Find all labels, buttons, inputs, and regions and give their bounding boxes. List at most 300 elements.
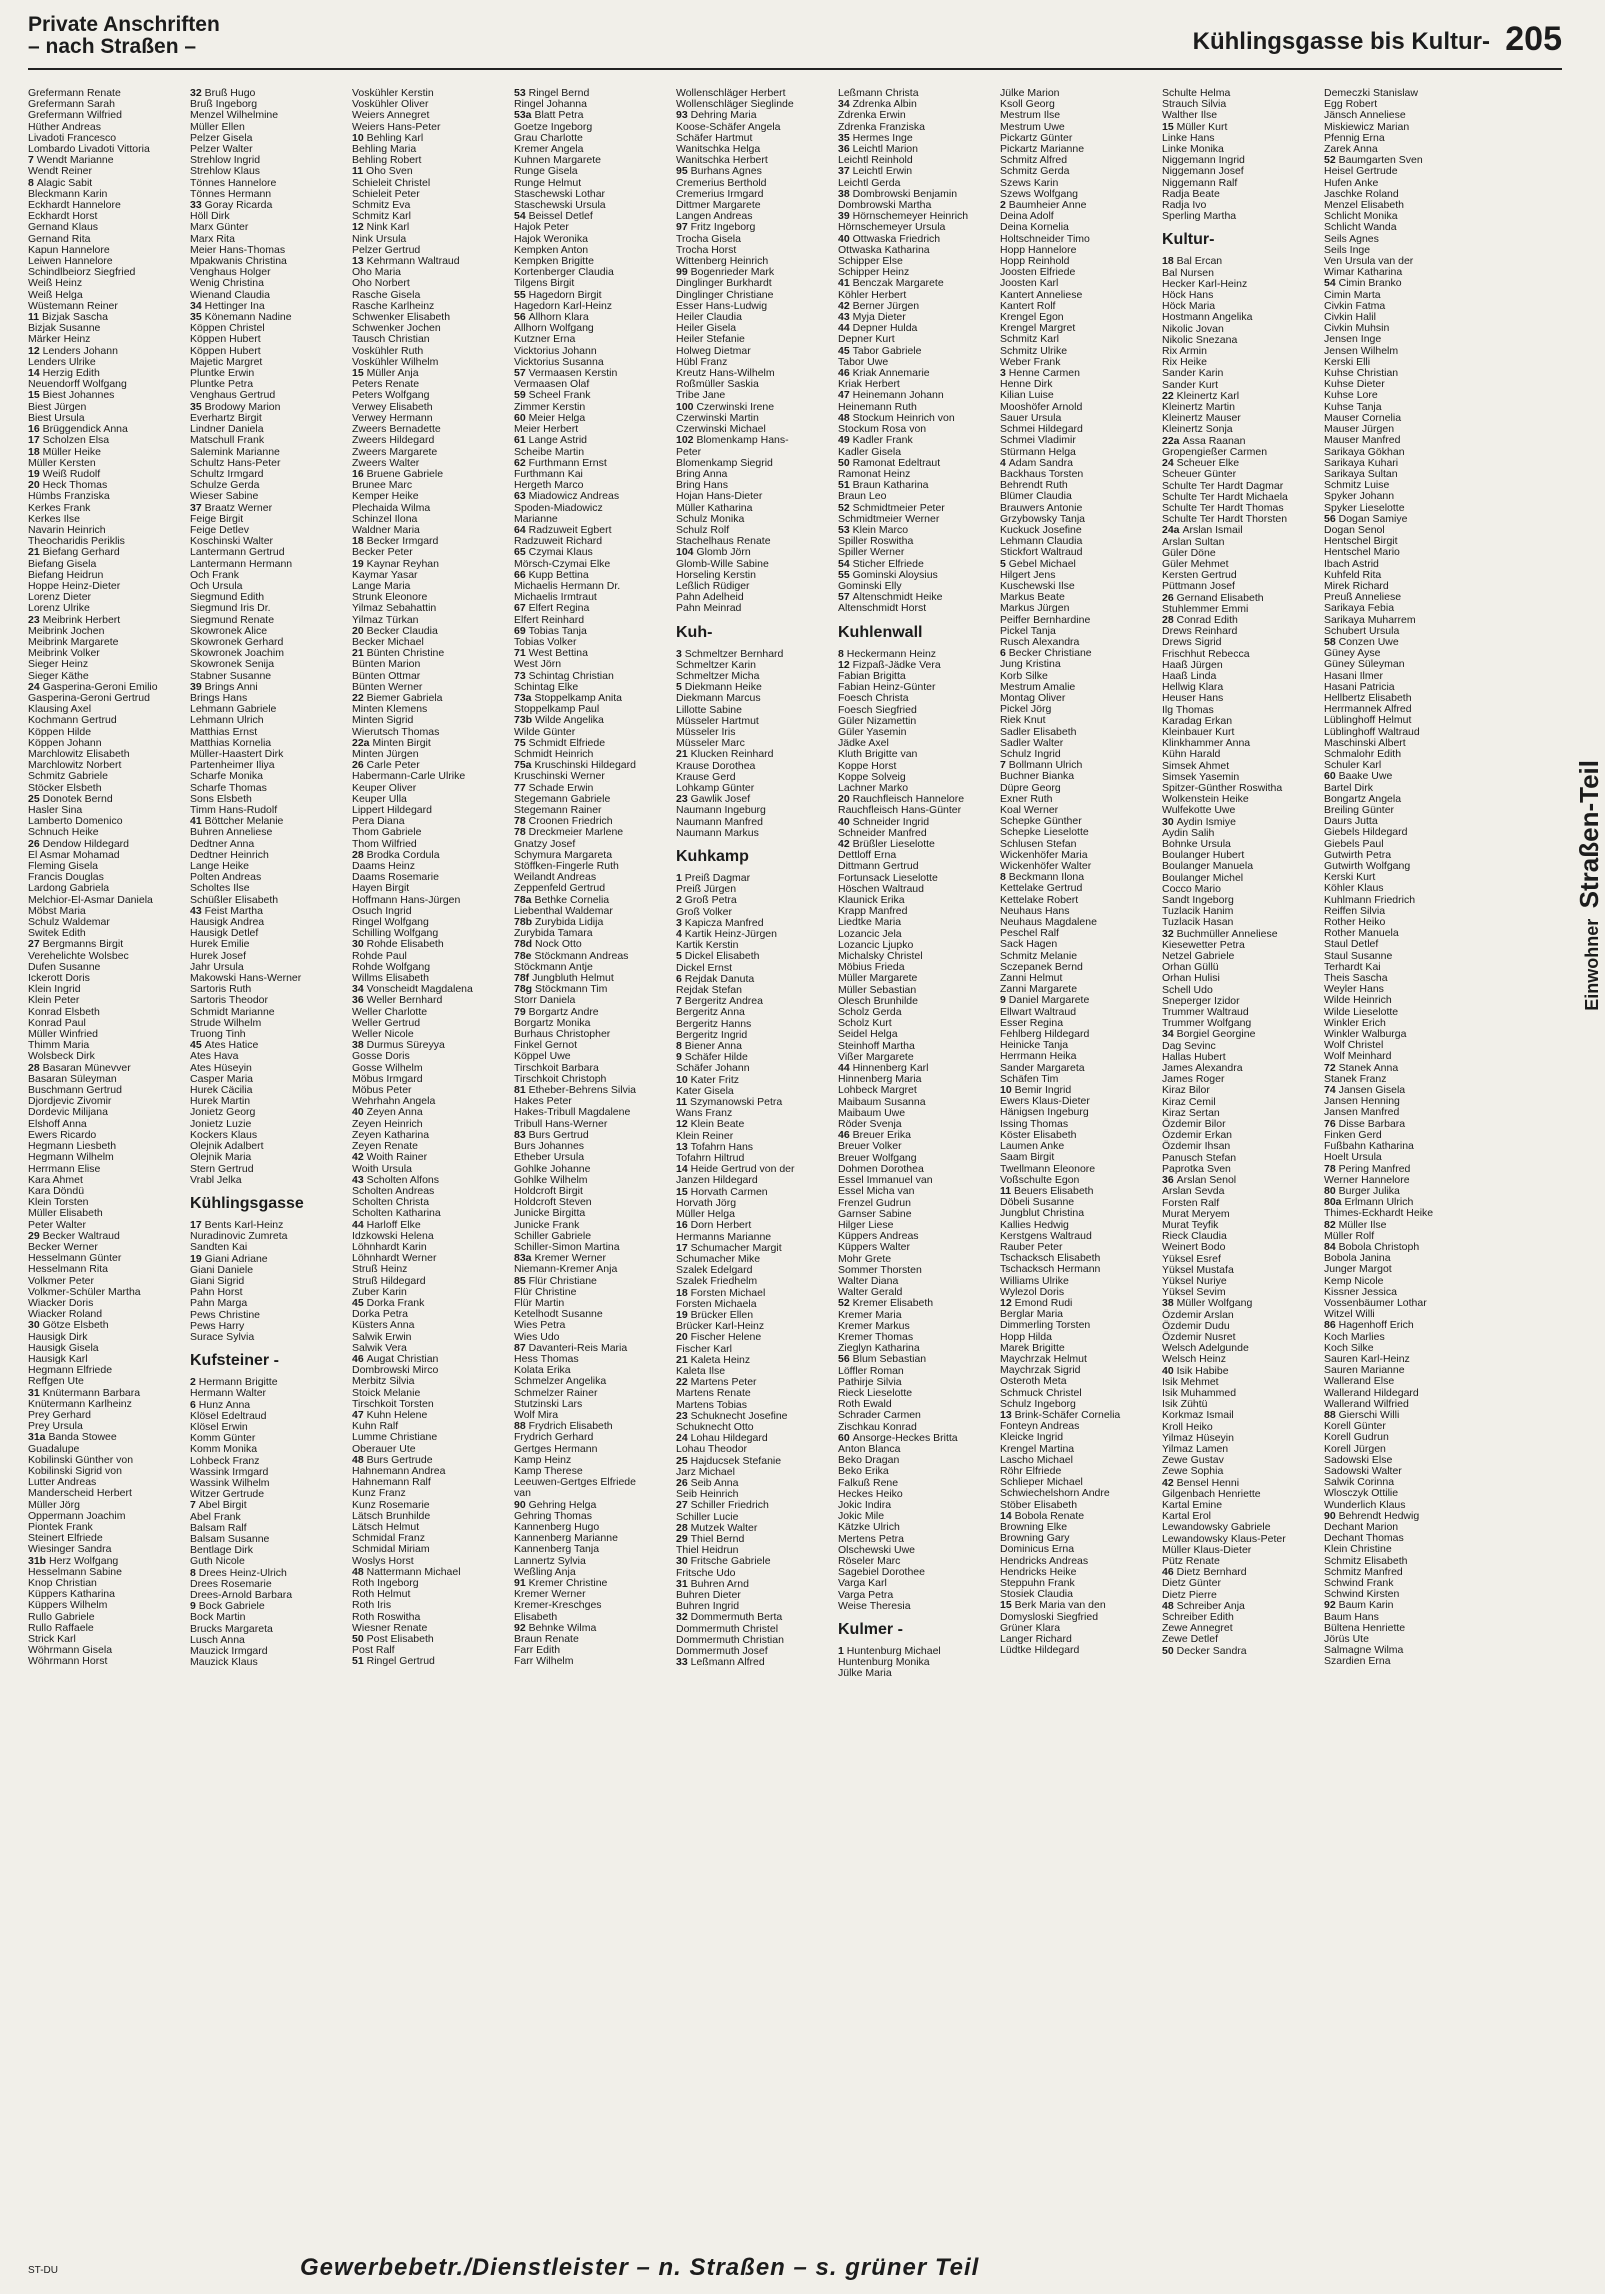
resident-name: Güney Ayse: [1324, 647, 1381, 660]
resident-name: Becker Werner: [28, 1240, 98, 1253]
resident-name: Essel Micha van: [838, 1185, 915, 1198]
resident-name: Leichtl Reinhold: [838, 154, 913, 167]
resident-name: Pütz Renate: [1162, 1555, 1220, 1567]
house-number: 81: [514, 1084, 529, 1097]
house-number: 48: [838, 411, 853, 424]
resident-name: Egg Robert: [1324, 98, 1378, 111]
resident-name: Makowski Hans-Werner: [190, 972, 302, 985]
resident-name: Arslan Sevda: [1162, 1185, 1225, 1198]
resident-name: Verwey Hermann: [352, 411, 433, 424]
resident-name: Plechaida Wilma: [352, 501, 431, 514]
resident-name: Steinert Elfriede: [28, 1532, 103, 1545]
resident-name: Mirek Richard: [1324, 579, 1389, 592]
resident-name: Biefang Gisela: [28, 557, 97, 570]
resident-name: Jensen Inge: [1324, 333, 1382, 346]
house-number: 7: [676, 995, 685, 1008]
resident-name: Kara Döndü: [28, 1184, 85, 1197]
resident-name: Schulz Monika: [676, 512, 745, 525]
resident-name: Sauren Karl-Heinz: [1324, 1352, 1410, 1365]
resident-name: Brüggendick Anna: [42, 423, 128, 436]
resident-name: Karadag Erkan: [1162, 714, 1233, 727]
resident-name: Bizjak Susanne: [28, 322, 101, 335]
resident-name: Welsch Adelgunde: [1162, 1342, 1249, 1355]
resident-name: Krengel Margret: [1000, 322, 1076, 335]
resident-name: Sons Elsbeth: [190, 792, 252, 805]
resident-name: Carle Peter: [366, 759, 420, 772]
resident-name: Hasler Sina: [28, 804, 83, 816]
resident-name: Hakes-Tribull Magdalene: [514, 1106, 631, 1119]
house-number: 3: [676, 647, 685, 660]
resident-name: Deina Kornelia: [1000, 221, 1069, 234]
resident-name: Leichtl Marion: [852, 143, 918, 156]
resident-name: Woith Rainer: [366, 1151, 428, 1164]
resident-name: Stern Gertrud: [190, 1162, 254, 1175]
resident-name: Tschacksch Hermann: [1000, 1263, 1101, 1276]
resident-name: Lohbeck Franz: [190, 1454, 260, 1467]
house-number: 29: [676, 1532, 691, 1545]
resident-name: Pickel Tanja: [1000, 624, 1056, 637]
resident-name: Weller Charlotte: [352, 1005, 428, 1018]
resident-name: Hegmann Liesbeth: [28, 1140, 117, 1153]
house-number: 7: [1000, 759, 1009, 772]
resident-entry: [514, 1656, 670, 1667]
resident-name: Yüksel Mustafa: [1162, 1263, 1234, 1276]
house-number: 30: [28, 1319, 43, 1332]
resident-name: Götze Elsbeth: [42, 1319, 109, 1332]
house-number: 34: [190, 299, 205, 312]
resident-name: Kaleta Heinz: [690, 1353, 751, 1366]
resident-name: Bleckmann Karin: [28, 187, 108, 200]
resident-name: Fabian Brigitta: [838, 669, 906, 682]
house-number: 10: [1000, 1084, 1015, 1097]
house-number: 45: [190, 1039, 205, 1052]
resident-name: Mörsch-Czymai Elke: [514, 557, 611, 570]
resident-name: Brücker Ellen: [690, 1308, 754, 1321]
resident-name: Salwik Corinna: [1324, 1476, 1395, 1489]
house-number: 22a: [1162, 434, 1183, 447]
house-number: 21: [676, 1353, 691, 1366]
resident-name: Lardong Gabriela: [28, 882, 110, 895]
resident-name: Ottwaska Friedrich: [852, 232, 941, 245]
resident-name: Michaelis Irmtraut: [514, 591, 597, 604]
resident-name: Dietz Bernhard: [1176, 1566, 1247, 1579]
resident-name: Glomb-Wille Sabine: [676, 557, 769, 570]
resident-name: Volkmer Peter: [28, 1274, 94, 1287]
resident-name: Voßschulte Egon: [1000, 1173, 1080, 1186]
house-number: 12: [838, 658, 853, 671]
resident-name: Yilmaz Sebahattin: [352, 602, 437, 615]
resident-name: Müsseler Iris: [676, 725, 736, 738]
resident-name: Schmitz Luise: [1324, 479, 1390, 492]
resident-name: Rauchfleisch Hans-Günter: [838, 804, 962, 817]
resident-name: Sartoris Ruth: [190, 983, 252, 996]
resident-name: Pickel Jörg: [1000, 703, 1052, 716]
resident-name: Lüdtke Hildegard: [1000, 1644, 1080, 1657]
house-number: 52: [838, 1297, 853, 1310]
resident-name: Wiesinger Sandra: [28, 1543, 112, 1556]
resident-name: Bobola Christoph: [1338, 1240, 1420, 1253]
house-number: 37: [838, 165, 853, 178]
house-number: 78: [514, 826, 529, 839]
resident-name: Marx Rita: [190, 232, 235, 245]
resident-name: Becker Irmgard: [366, 535, 439, 548]
house-number: 6: [676, 972, 685, 985]
resident-name: Sczepanek Bernd: [1000, 960, 1083, 973]
house-number: 56: [514, 311, 529, 324]
resident-name: Dorn Herbert: [690, 1219, 752, 1232]
resident-name: Daams Heinz: [352, 860, 416, 873]
resident-name: Simsek Ahmet: [1162, 759, 1230, 772]
resident-name: Kunz Franz: [352, 1487, 406, 1500]
resident-name: Niggemann Josef: [1162, 165, 1244, 178]
resident-name: Browning Elke: [1000, 1521, 1068, 1533]
resident-name: Gropengießer Carmen: [1162, 445, 1268, 458]
resident-name: Isik Habibe: [1176, 1364, 1229, 1377]
resident-name: Hermann Walter: [190, 1387, 267, 1400]
resident-name: Arslan Ismail: [1182, 524, 1243, 537]
resident-name: Hümbs Franziska: [28, 490, 110, 503]
resident-name: Tobias Tanja: [528, 624, 587, 637]
resident-name: Etheber-Behrens Silvia: [528, 1084, 636, 1097]
resident-name: Scholtes Ilse: [190, 882, 250, 895]
resident-name: Seils Inge: [1324, 243, 1371, 256]
house-number: 73: [514, 669, 529, 682]
resident-name: Prey Gerhard: [28, 1408, 92, 1421]
resident-name: Abel Frank: [190, 1510, 241, 1523]
resident-name: Kater Fritz: [690, 1073, 740, 1086]
resident-name: Vossenbäumer Lothar: [1324, 1296, 1427, 1309]
house-number: 57: [514, 367, 529, 380]
resident-name: Brodka Cordula: [366, 848, 440, 861]
resident-name: Minten Jürgen: [352, 747, 419, 760]
resident-name: Heisel Gertrude: [1324, 165, 1398, 178]
resident-name: James Alexandra: [1162, 1062, 1243, 1075]
resident-name: Hendricks Andreas: [1000, 1554, 1089, 1567]
resident-name: Hettinger Ina: [204, 299, 265, 312]
resident-name: Höll Dirk: [190, 210, 230, 223]
resident-name: Scheel Frank: [528, 389, 591, 402]
house-number: 19: [352, 557, 367, 570]
resident-name: Zanni Margarete: [1000, 983, 1078, 996]
resident-name: Sauren Marianne: [1324, 1364, 1405, 1377]
resident-name: Tuzlacik Hanim: [1162, 905, 1234, 918]
resident-name: Dominicus Erna: [1000, 1543, 1075, 1556]
resident-name: Bruene Gabriele: [366, 467, 444, 480]
resident-name: Neuendorff Wolfgang: [28, 378, 127, 391]
resident-name: Köhler Herbert: [838, 288, 907, 301]
house-number: 22: [352, 691, 367, 704]
resident-name: Fonteyn Andreas: [1000, 1420, 1080, 1433]
resident-name: Hilger Liese: [838, 1218, 894, 1231]
resident-name: Ewers Ricardo: [28, 1128, 97, 1141]
resident-name: Müller-Haastert Dirk: [190, 747, 284, 760]
resident-name: Schlicht Monika: [1324, 210, 1398, 223]
resident-name: Roth Ewald: [838, 1398, 892, 1411]
resident-name: West Bettina: [528, 647, 588, 660]
house-number: 92: [514, 1621, 529, 1634]
resident-name: Müsseler Marc: [676, 737, 745, 750]
resident-name: Komm Günter: [190, 1432, 256, 1445]
resident-name: Niemann-Kremer Anja: [514, 1263, 618, 1276]
house-number: 78: [514, 815, 529, 828]
resident-name: Schwenker Jochen: [352, 322, 441, 335]
resident-name: Biest Johannes: [42, 389, 115, 402]
resident-name: Jonietz Georg: [190, 1106, 256, 1119]
resident-name: Decker Sandra: [1176, 1644, 1247, 1657]
resident-name: Kremer-Kreschges: [514, 1599, 602, 1612]
resident-name: Ramonat Edeltraut: [852, 456, 941, 469]
house-number: 90: [1324, 1509, 1339, 1522]
page-header-title: [28, 14, 220, 58]
resident-name: Allhorn Wolfgang: [514, 322, 594, 335]
resident-name: Kreutz Hans-Wilhelm: [676, 367, 775, 380]
resident-name: Kiraz Cemil: [1162, 1095, 1216, 1108]
resident-name: Herzig Edith: [42, 367, 100, 380]
resident-name: Nock Otto: [535, 938, 582, 951]
resident-name: Rohde Wolfgang: [352, 960, 431, 973]
house-number: 78a: [514, 893, 535, 906]
resident-name: Hübl Franz: [676, 355, 728, 368]
resident-name: Schinzel Ilona: [352, 512, 418, 525]
resident-name: Neuhaus Hans: [1000, 904, 1070, 917]
resident-name: Berglar Maria: [1000, 1308, 1064, 1321]
resident-entry: [1162, 1646, 1318, 1657]
house-number: 60: [514, 411, 529, 424]
resident-name: Daniel Margarete: [1008, 994, 1090, 1007]
resident-name: Müller Margarete: [838, 972, 918, 985]
house-number: 92: [1324, 1599, 1339, 1612]
house-number: 77: [514, 781, 529, 794]
resident-name: Kaymar Yasar: [352, 568, 418, 581]
resident-name: Gominski Elly: [838, 579, 902, 592]
resident-name: Stockum Heinrich von: [852, 411, 955, 424]
resident-name: Sieger Käthe: [28, 669, 89, 682]
resident-name: Dittmann Gertrud: [838, 860, 919, 873]
resident-name: Isik Muhammed: [1162, 1386, 1237, 1399]
house-number: 11: [352, 165, 367, 178]
house-number: 29: [28, 1229, 43, 1242]
resident-name: Kremer Markus: [838, 1319, 910, 1332]
resident-name: Eckhardt Hannelore: [28, 199, 121, 212]
resident-name: Hermes Inge: [852, 131, 913, 144]
resident-name: Buchmüller Anneliese: [1176, 927, 1278, 940]
resident-name: Krause Gerd: [676, 770, 736, 783]
resident-name: Heinemann Johann: [852, 389, 944, 402]
resident-name: Sommer Thorsten: [838, 1263, 922, 1276]
resident-name: Wehrhahn Angela: [352, 1095, 436, 1108]
resident-name: Bogenrieder Mark: [690, 266, 775, 279]
resident-name: Wilde Lieselotte: [1324, 1005, 1399, 1018]
directory-column: [1000, 88, 1156, 2208]
resident-name: Daams Rosemarie: [352, 871, 439, 884]
resident-name: Ates Hatice: [204, 1039, 259, 1052]
resident-name: Burhaus Christopher: [514, 1028, 611, 1041]
resident-name: Miadowicz Andreas: [528, 490, 620, 503]
resident-name: Scheuer Günter: [1162, 468, 1237, 481]
resident-name: Hendricks Heike: [1000, 1565, 1077, 1578]
resident-name: Sander Karin: [1162, 367, 1224, 380]
resident-name: Sartoris Theodor: [190, 994, 269, 1007]
resident-name: Schmidtmeier Werner: [838, 512, 940, 525]
house-number: 7: [28, 154, 37, 167]
resident-name: Haaß Jürgen: [1162, 658, 1223, 671]
resident-name: Borgiel Georgine: [1176, 1028, 1256, 1041]
resident-name: Düpre Georg: [1000, 781, 1061, 794]
resident-name: Hufen Anke: [1324, 176, 1379, 189]
house-number: 85: [514, 1274, 529, 1287]
resident-name: Lindner Daniela: [190, 423, 264, 436]
resident-name: Zweers Bernadette: [352, 423, 441, 436]
resident-name: Bock Gabriele: [198, 1600, 265, 1613]
resident-name: Sperling Martha: [1162, 210, 1237, 223]
resident-name: Kiesewetter Petra: [1162, 938, 1245, 951]
resident-name: Weiß Helga: [28, 288, 83, 301]
resident-name: Pickartz Marianne: [1000, 143, 1085, 156]
resident-name: Spitzer-Günther Roswitha: [1162, 781, 1283, 794]
resident-name: Konrad Paul: [28, 1016, 86, 1029]
resident-name: Scheibe Martin: [514, 445, 585, 458]
resident-name: Jensen Wilhelm: [1324, 344, 1399, 357]
resident-name: Kara Ahmet: [28, 1173, 83, 1186]
resident-entry: [838, 603, 994, 614]
resident-name: Tilgens Birgit: [514, 277, 575, 290]
resident-name: Wilde Heinrich: [1324, 994, 1392, 1007]
house-number: 62: [514, 456, 529, 469]
resident-name: Peiffer Bernhardine: [1000, 613, 1091, 626]
resident-name: Gierschi Willi: [1338, 1408, 1400, 1421]
resident-name: Tofahrn Hans: [690, 1140, 754, 1153]
resident-name: Elfert Regina: [528, 602, 590, 615]
house-number: 25: [28, 792, 43, 805]
house-number: 19: [28, 467, 43, 480]
resident-name: Martens Tobias: [676, 1398, 748, 1411]
resident-entry: [676, 1657, 832, 1668]
resident-name: Staul Susanne: [1324, 949, 1393, 962]
resident-name: Oberauer Ute: [352, 1442, 416, 1455]
resident-name: Kleinertz Karl: [1176, 389, 1240, 402]
resident-name: Issing Thomas: [1000, 1117, 1069, 1130]
resident-name: Wolf Meinhard: [1324, 1050, 1392, 1063]
resident-name: Möbius Frieda: [838, 961, 905, 974]
resident-name: Möbus Peter: [352, 1084, 412, 1097]
resident-name: Behling Maria: [352, 143, 417, 156]
resident-name: Groß Petra: [684, 894, 737, 907]
resident-name: Forsten Michaela: [676, 1297, 757, 1310]
house-number: 78f: [514, 972, 533, 985]
resident-name: Döbeli Susanne: [1000, 1196, 1075, 1209]
resident-name: Zurybida Tamara: [514, 927, 593, 940]
resident-name: Gosse Wilhelm: [352, 1061, 423, 1074]
resident-name: Schwind Frank: [1324, 1577, 1394, 1590]
resident-name: Biest Jürgen: [28, 400, 87, 413]
resident-name: Ibach Astrid: [1324, 557, 1379, 570]
resident-name: Deina Adolf: [1000, 210, 1054, 223]
resident-name: James Roger: [1162, 1073, 1225, 1086]
resident-name: Giebels Hildegard: [1324, 826, 1408, 839]
resident-name: Pews Christine: [190, 1308, 261, 1321]
house-number: 47: [838, 389, 853, 402]
resident-name: Sarikaya Gökhan: [1324, 445, 1405, 458]
resident-name: Majetic Margret: [190, 355, 263, 368]
resident-name: Lumme Christiane: [352, 1431, 438, 1444]
resident-name: Salwik Erwin: [352, 1330, 412, 1343]
resident-name: Kremer Christine: [528, 1577, 608, 1590]
resident-entry: [676, 603, 832, 614]
resident-name: Ringel Bernd: [528, 87, 590, 99]
resident-name: Hausigk Karl: [28, 1352, 88, 1365]
resident-name: Preuß Anneliese: [1324, 591, 1402, 604]
resident-name: Sauer Ursula: [1000, 411, 1062, 424]
resident-name: Kannenberg Tanja: [514, 1543, 600, 1556]
resident-name: Szews Karin: [1000, 176, 1059, 189]
footer-note: Gewerbebetr./Dienstleister – n. Straßen – s. grüner Teil: [300, 2254, 980, 2281]
house-number: 54: [1324, 277, 1339, 290]
resident-name: Scharfe Thomas: [190, 781, 267, 794]
resident-name: Fortunsack Lieselotte: [838, 871, 938, 884]
resident-name: Lenders Ulrike: [28, 355, 96, 368]
resident-name: Balsam Susanne: [190, 1532, 270, 1545]
resident-name: Hellbertz Elisabeth: [1324, 691, 1412, 704]
resident-name: Lorenz Ulrike: [28, 602, 90, 615]
house-number: 33: [676, 1656, 691, 1669]
resident-name: Schubert Ursula: [1324, 624, 1400, 637]
resident-name: Szardien Erna: [1324, 1655, 1391, 1668]
resident-name: Tabor Gabriele: [852, 344, 922, 357]
resident-name: Strauch Silvia: [1162, 98, 1227, 111]
resident-name: Schumacher Mike: [676, 1252, 761, 1265]
resident-name: Lohau Hildegard: [690, 1432, 768, 1445]
resident-name: Yüksel Esref: [1162, 1252, 1221, 1265]
resident-name: Fritsche Udo: [676, 1566, 736, 1579]
resident-name: Braun Leo: [838, 490, 887, 503]
resident-name: Kriak Annemarie: [852, 367, 930, 380]
resident-name: Spiller Roswitha: [838, 535, 914, 548]
resident-name: Müller Katharina: [676, 501, 753, 514]
resident-name: Lohbeck Margret: [838, 1084, 917, 1097]
resident-name: Sarikaya Muharrem: [1324, 613, 1416, 626]
resident-name: Müller Heike: [42, 445, 101, 458]
resident-name: Zewe Sophia: [1162, 1465, 1224, 1478]
resident-name: Scholz Gerda: [838, 1006, 902, 1019]
resident-name: Augat Christian: [366, 1352, 439, 1365]
house-number: 93: [676, 109, 691, 122]
resident-name: Kallies Hedwig: [1000, 1218, 1069, 1231]
house-number: 83a: [514, 1252, 535, 1265]
resident-name: Hagenhoff Erich: [1338, 1319, 1414, 1332]
resident-name: Bruß Hugo: [204, 87, 256, 99]
resident-name: Heckes Heiko: [838, 1487, 903, 1500]
house-number: 78g: [514, 983, 536, 996]
resident-name: Hegmann Elfriede: [28, 1364, 113, 1377]
resident-name: Rusch Alexandra: [1000, 635, 1080, 648]
resident-name: Menzel Wilhelmine: [190, 109, 279, 122]
resident-name: Civkin Fatma: [1324, 299, 1386, 312]
resident-name: Orhan Güllü: [1162, 961, 1219, 974]
resident-name: Civkin Muhsin: [1324, 322, 1390, 335]
resident-name: Fußbahn Katharina: [1324, 1140, 1414, 1153]
house-number: 24: [676, 1432, 691, 1445]
house-number: 54: [514, 210, 529, 223]
resident-name: Kater Gisela: [676, 1084, 734, 1097]
resident-name: Roth Helmut: [352, 1588, 411, 1601]
resident-name: Williams Ulrike: [1000, 1274, 1069, 1287]
resident-name: Müller Elisabeth: [28, 1207, 103, 1220]
resident-name: Flür Martin: [514, 1296, 565, 1309]
house-number: 40: [352, 1106, 367, 1119]
resident-name: Wilde Angelika: [535, 714, 604, 727]
resident-name: Merbitz Silvia: [352, 1375, 415, 1388]
resident-name: Frenzel Gudrun: [838, 1196, 911, 1209]
